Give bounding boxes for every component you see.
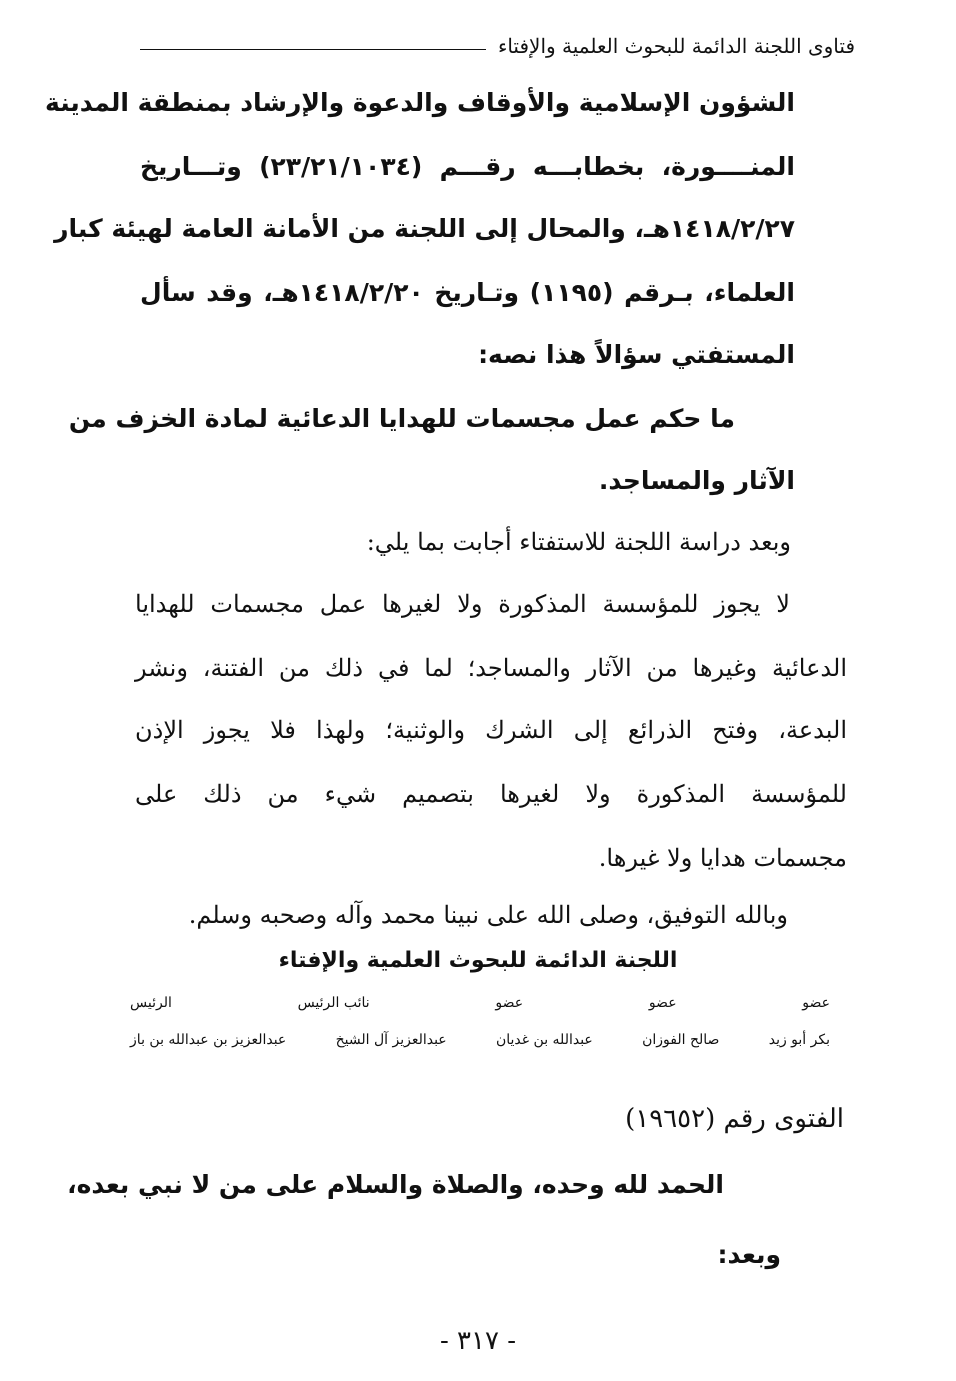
- answer-line: للمؤسسة المذكورة ولا لغيرها بتصميم شيء من ذلك على: [135, 780, 847, 808]
- member-name: بكر أبو زيد: [768, 1032, 830, 1048]
- role-label: نائب الرئيس: [297, 995, 370, 1011]
- role-label: عضو: [495, 995, 524, 1011]
- body-line: المنــــورة، بخطابـــه رقـــم (٢٣/٢١/١٠٣٤) وتـــاريخ: [140, 152, 795, 181]
- answer-line: لا يجوز للمؤسسة المذكورة ولا لغيرها عمل مجسمات للهدايا: [135, 590, 790, 618]
- answer-line: البدعة، وفتح الذرائع إلى الشرك والوثنية؛ ولهذا فلا يجوز الإذن: [135, 716, 847, 744]
- question-line: الآثار والمساجد.: [598, 466, 795, 495]
- role-label: عضو: [802, 995, 830, 1011]
- member-name: عبدالعزيز آل الشيخ: [335, 1032, 447, 1048]
- body-line: وبعد دراسة اللجنة للاستفتاء أجابت بما يلي:: [366, 528, 791, 556]
- running-header: [140, 28, 855, 64]
- signature-roles: [130, 995, 830, 1011]
- member-name: عبدالعزيز بن عبدالله بن باز: [130, 1032, 287, 1048]
- role-label: عضو: [648, 995, 677, 1011]
- fatwa-opening-line: وبعد:: [717, 1240, 781, 1269]
- signature-names: [130, 1032, 830, 1048]
- body-line: ١٤١٨/٢/٢٧هـ، والمحال إلى اللجنة من الأمانة العامة لهيئة كبار: [54, 214, 795, 243]
- member-name: صالح الفوزان: [642, 1032, 720, 1048]
- fatwa-number-heading: الفتوى رقم (١٩٦٥٢): [625, 1104, 844, 1134]
- role-label: الرئيس: [130, 995, 172, 1011]
- body-line: الشؤون الإسلامية والأوقاف والدعوة والإرشاد بمنطقة المدينة: [45, 88, 795, 117]
- page-number: - ٣١٧ -: [439, 1326, 517, 1356]
- answer-line: الدعائية وغيرها من الآثار والمساجد؛ لما في ذلك من الفتنة، ونشر: [135, 654, 847, 682]
- committee-name: اللجنة الدائمة للبحوث العلمية والإفتاء: [278, 948, 678, 973]
- body-line: العلماء، بـرقم (١١٩٥) وتـاريخ ١٤١٨/٢/٢٠هـ، وقد سأل: [140, 278, 795, 307]
- closing-line: وبالله التوفيق، وصلى الله على نبينا محمد وآله وصحبه وسلم.: [188, 901, 788, 929]
- question-line: ما حكم عمل مجسمات للهدايا الدعائية لمادة الخزف من: [68, 404, 735, 433]
- running-title: فتاوى اللجنة الدائمة للبحوث العلمية والإفتاء: [497, 34, 855, 58]
- fatwa-opening-line: الحمد لله وحده، والصلاة والسلام على من لا نبي بعده،: [67, 1170, 724, 1199]
- answer-line: مجسمات هدايا ولا غيرها.: [598, 844, 847, 872]
- header-rule: [140, 49, 486, 50]
- body-line: المستفتي سؤالاً هذا نصه:: [478, 340, 795, 369]
- member-name: عبدالله بن غديان: [495, 1032, 593, 1048]
